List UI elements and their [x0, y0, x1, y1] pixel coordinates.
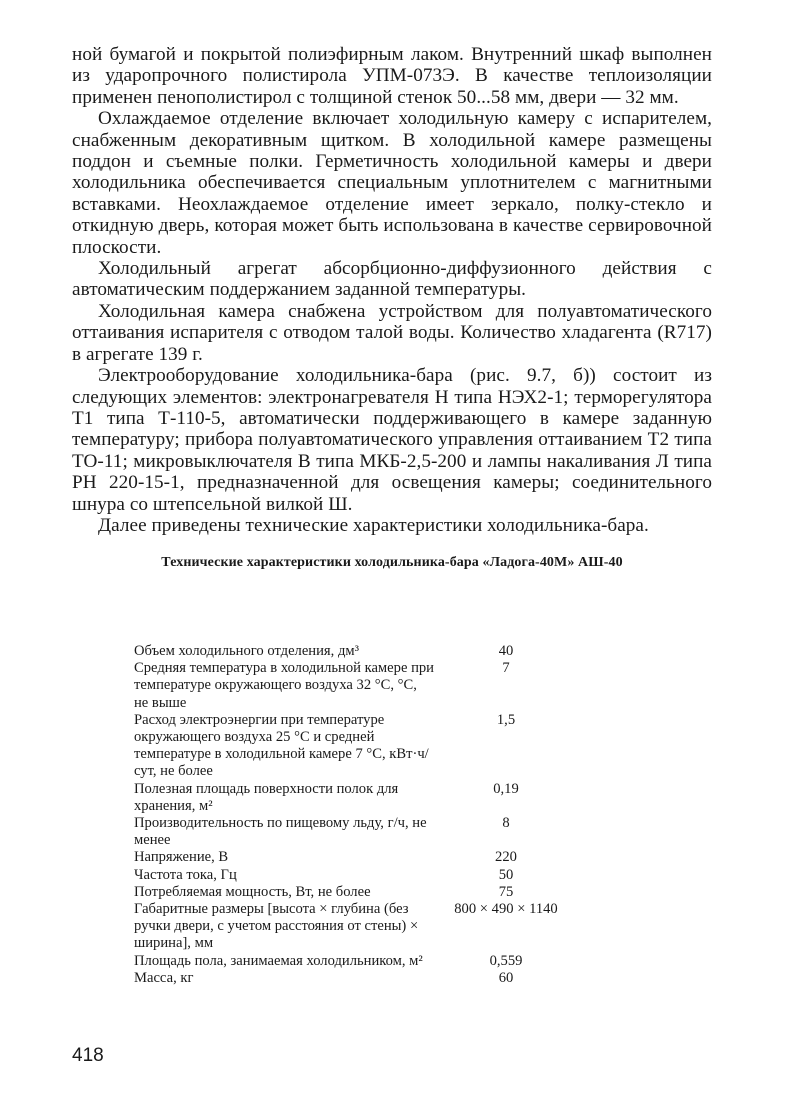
paragraph-4 — [72, 301, 712, 365]
page-number: 418 — [72, 1045, 104, 1066]
page-body — [72, 44, 712, 572]
spec-value — [434, 867, 724, 884]
spec-row — [134, 712, 694, 781]
spec-row — [134, 884, 694, 901]
paragraph-6-text: Далее приведены технические характеристики холодильника-бара. — [98, 514, 649, 536]
spec-label: Напряжение, В — [134, 849, 229, 866]
spec-value — [434, 712, 724, 729]
paragraph-5 — [72, 365, 712, 515]
spec-value-text: 0,19 — [493, 780, 519, 797]
table-title — [72, 554, 712, 572]
paragraph-3-text: Холодильный агрегат абсорбционно-диффузионного действия с автоматическим поддержанием заданной температуры. — [72, 258, 712, 301]
spec-label: Масса, кг — [134, 969, 194, 986]
spec-row — [134, 849, 694, 866]
spec-value — [434, 970, 724, 987]
paragraph-1 — [72, 44, 712, 108]
paragraph-3 — [72, 258, 712, 301]
spec-value-text: 7 — [502, 660, 510, 677]
spec-row — [134, 901, 694, 953]
paragraph-2-text: Охлаждаемое отделение включает холодильную камеру с испарителем, снабженным декоративным щитком. В холодильной камере размещены поддон и съемные полки. Герметичность холодильной камеры и двери холодильника обеспечивается специальным уплотнителем с магнитными вставками. Неохлаждаемое отделение имеет зеркало, полку-стекло и откидную дверь, которая может быть использована в качестве сервировочной плоскости. — [72, 108, 712, 258]
spec-label: Объем холодильного отделения, дм³ — [134, 643, 359, 659]
spec-label: Расход электроэнергии при температуре окружающего воздуха 25 °С и средней температуре в холодильной камере 7 °С, кВт·ч/сут, не более — [134, 711, 429, 780]
spec-row — [134, 815, 694, 849]
spec-value-text: 800 × 490 × 1140 — [454, 901, 558, 918]
spec-label: Габаритные размеры [высота × глубина (без ручки двери, с учетом расстояния от стены) × ширина], мм — [134, 901, 419, 952]
spec-row — [134, 781, 694, 815]
spec-value-text: 50 — [498, 866, 514, 883]
spec-value — [434, 660, 724, 677]
spec-row — [134, 953, 694, 970]
spec-value-text: 0,559 — [489, 952, 523, 969]
spec-label: Средняя температура в холодильной камере при температуре окружающего воздуха 32 °С, °С, не выше — [134, 660, 434, 711]
spec-row — [134, 867, 694, 884]
spec-value — [434, 643, 724, 660]
spec-value-text: 220 — [495, 849, 517, 866]
paragraph-4-text: Холодильная камера снабжена устройством для полуавтоматического оттаивания испарителя с отводом талой воды. Количество хладагента (R717) в агрегате 139 г. — [72, 300, 712, 365]
spec-value — [434, 901, 724, 918]
spec-value — [434, 815, 724, 832]
spec-value — [434, 884, 724, 901]
table-title-text: Технические характеристики холодильника-бара «Ладога-40М» АШ-40 — [161, 555, 623, 571]
spec-value-text: 60 — [498, 969, 514, 986]
spec-label: Производительность по пищевому льду, г/ч, не менее — [134, 815, 427, 849]
spec-label: Частота тока, Гц — [134, 866, 237, 883]
spec-row — [134, 643, 694, 660]
spec-value-text: 1,5 — [496, 711, 516, 728]
spec-table — [134, 643, 694, 987]
spec-label: Полезная площадь поверхности полок для хранения, м² — [134, 780, 399, 814]
paragraph-2 — [72, 108, 712, 258]
spec-value — [434, 953, 724, 970]
paragraph-6 — [72, 515, 712, 536]
spec-value — [434, 849, 724, 866]
paragraph-1-text: ной бумагой и покрытой полиэфирным лаком. Внутренний шкаф выполнен из ударопрочного полистирола УПМ-073Э. В качестве теплоизоляции применен пенополистирол с толщиной стенок 50...58 мм, двери — 32 мм. — [72, 44, 712, 108]
paragraph-5-text: Электрооборудование холодильника-бара (рис. 9.7, б)) состоит из следующих элементов: электронагревателя Н типа НЭХ2-1; терморегулятора Т1 типа Т-110-5, автоматически поддерживающего в камере заданную температуру; прибора полуавтоматического управления оттаиванием Т2 типа ТО-11; микровыключателя В типа МКБ-2,5-200 и лампы накаливания Л типа РН 220-15-1, предназначенной для освещения камеры; соединительного шнура со штепсельной вилкой Ш. — [72, 365, 712, 515]
spec-row — [134, 970, 694, 987]
spec-value-text: 40 — [498, 643, 514, 659]
spec-value — [434, 781, 724, 798]
spec-label: Площадь пола, занимаемая холодильником, м² — [134, 952, 423, 969]
spec-row — [134, 660, 694, 712]
spec-label: Потребляемая мощность, Вт, не более — [134, 883, 371, 900]
spec-value-text: 75 — [498, 883, 514, 900]
spec-value-text: 8 — [502, 815, 510, 832]
